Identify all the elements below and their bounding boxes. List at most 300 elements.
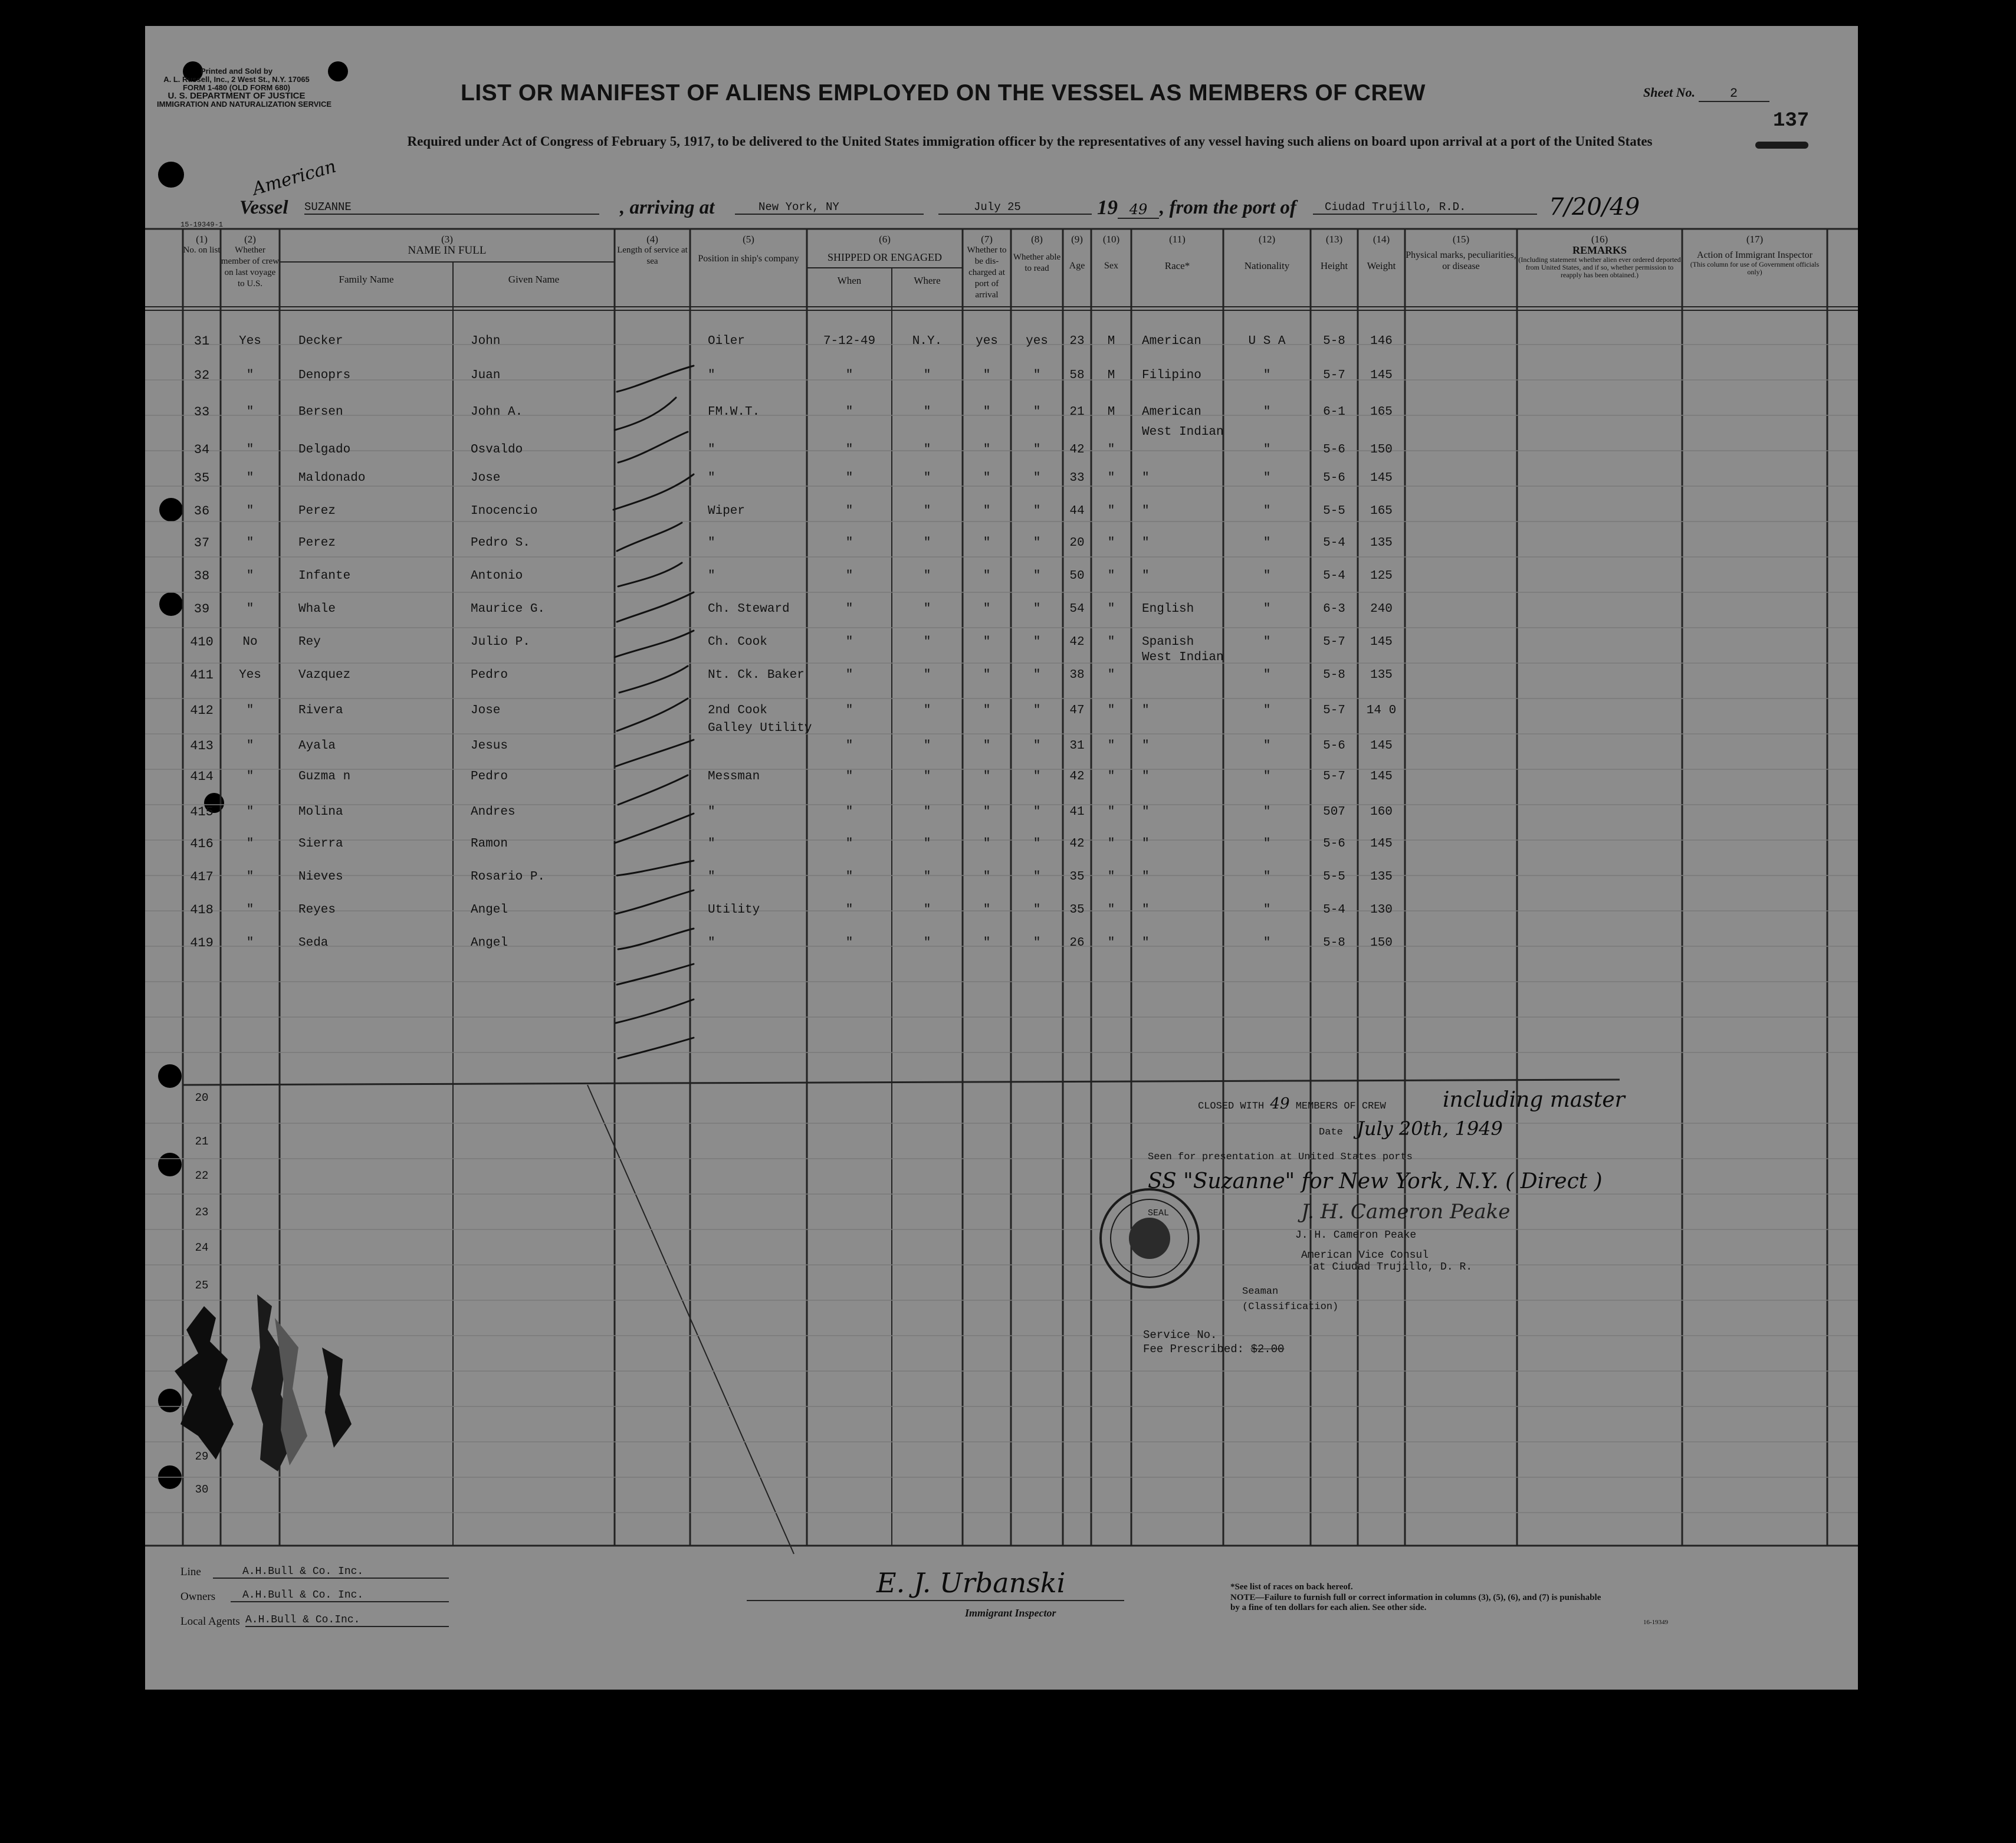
cell-given: Jesus bbox=[471, 739, 508, 753]
owners-value: A.H.Bull & Co. Inc. bbox=[231, 1589, 449, 1602]
form-number: 16-19349 bbox=[1643, 1619, 1669, 1626]
cell-where: " bbox=[923, 536, 931, 550]
cell-read: " bbox=[1033, 405, 1041, 419]
cell-height: 5-7 bbox=[1323, 369, 1345, 382]
cell-position: Ch. Cook bbox=[708, 635, 767, 649]
cell-when: " bbox=[845, 405, 853, 419]
cell-no: 417 bbox=[190, 870, 214, 884]
col-14-header bbox=[1358, 234, 1405, 271]
col-6-header bbox=[807, 234, 963, 263]
col-label: Action of Immigrant Inspector bbox=[1697, 250, 1813, 260]
col-num: (5) bbox=[743, 234, 754, 245]
eagle-icon bbox=[1129, 1218, 1170, 1259]
cell-nationality: " bbox=[1263, 903, 1271, 917]
col-label: No. on list bbox=[183, 245, 221, 255]
cell-family: Molina bbox=[298, 805, 343, 819]
races-note: *See list of races on back hereof. bbox=[1230, 1582, 1353, 1592]
cell-nationality: " bbox=[1263, 837, 1271, 851]
cell-race: " bbox=[1142, 504, 1150, 518]
cell-given: Jose bbox=[471, 704, 501, 717]
closed-prefix: CLOSED WITH bbox=[1198, 1101, 1265, 1112]
fee-value: $2.00 bbox=[1250, 1343, 1285, 1356]
cell-weight: 150 bbox=[1370, 443, 1393, 457]
cell-sex: " bbox=[1107, 739, 1115, 753]
cell-nationality: " bbox=[1263, 471, 1271, 485]
cell-race: " bbox=[1142, 569, 1150, 583]
cell-no: 418 bbox=[190, 903, 214, 917]
cell-weight: 135 bbox=[1370, 536, 1393, 550]
cell-no: 411 bbox=[190, 668, 214, 683]
cell-height: 5-6 bbox=[1323, 837, 1345, 851]
cell-no: 38 bbox=[193, 569, 210, 583]
cell-height: 5-4 bbox=[1323, 569, 1345, 583]
cell-weight: 125 bbox=[1370, 569, 1393, 583]
closed-handwritten: including master bbox=[1443, 1088, 1625, 1112]
cell-prev: " bbox=[246, 936, 254, 950]
col-label: Weight bbox=[1367, 260, 1396, 271]
blank-row-number: 25 bbox=[195, 1279, 209, 1292]
fee-label: Fee Prescribed: bbox=[1143, 1343, 1245, 1356]
cell-family: Guzma n bbox=[298, 770, 351, 783]
paper-damage bbox=[163, 1294, 363, 1483]
cell-discharged: " bbox=[983, 668, 991, 682]
cell-sex: M bbox=[1107, 405, 1115, 419]
cell-nationality: " bbox=[1263, 739, 1271, 753]
col-label: NAME IN FULL bbox=[408, 244, 487, 257]
cell-when: " bbox=[845, 569, 853, 583]
cell-read: " bbox=[1033, 903, 1041, 917]
blank-row-number: 20 bbox=[195, 1091, 209, 1104]
cell-position: " bbox=[708, 569, 715, 583]
cell-race: English bbox=[1142, 602, 1194, 616]
cell-family: Reyes bbox=[298, 903, 336, 917]
cell-sex: M bbox=[1107, 369, 1115, 382]
col-num: (16) bbox=[1591, 234, 1608, 245]
cell-nationality: " bbox=[1263, 635, 1271, 649]
cell-given: John bbox=[471, 335, 501, 348]
cell-given: Juan bbox=[471, 369, 501, 382]
cell-nationality: " bbox=[1263, 405, 1271, 419]
cell-where: " bbox=[923, 602, 931, 616]
cell-weight: 150 bbox=[1370, 936, 1393, 950]
cell-family: Nieves bbox=[298, 870, 343, 884]
cell-where: " bbox=[923, 405, 931, 419]
col-label: Age bbox=[1069, 261, 1085, 271]
cell-race: American bbox=[1142, 335, 1201, 348]
cell-where: " bbox=[923, 369, 931, 382]
cell-position: " bbox=[708, 837, 715, 851]
cell-nationality: " bbox=[1263, 805, 1271, 819]
cell-read: " bbox=[1033, 471, 1041, 485]
cell-nationality: " bbox=[1263, 443, 1271, 457]
col-12-header bbox=[1223, 234, 1311, 271]
handwritten-date: 7/20/49 bbox=[1549, 194, 1640, 221]
cell-position: Galley Utility bbox=[708, 722, 812, 735]
closed-suffix: MEMBERS OF CREW bbox=[1295, 1101, 1386, 1112]
cell-race: West Indian bbox=[1142, 651, 1224, 664]
arriving-port: New York, NY bbox=[735, 201, 924, 215]
cell-height: 5-7 bbox=[1323, 704, 1345, 717]
cell-weight: 130 bbox=[1370, 903, 1393, 917]
cell-discharged: " bbox=[983, 805, 991, 819]
cell-age: 50 bbox=[1069, 569, 1085, 583]
cell-weight: 146 bbox=[1370, 335, 1393, 348]
blank-row-number: 23 bbox=[195, 1206, 209, 1219]
cell-where: " bbox=[923, 770, 931, 783]
cell-no: 34 bbox=[193, 442, 210, 457]
cell-when: 7-12-49 bbox=[823, 335, 876, 348]
cell-weight: 145 bbox=[1370, 369, 1393, 382]
col-8-header bbox=[1011, 234, 1063, 274]
cell-when: " bbox=[845, 602, 853, 616]
cell-when: " bbox=[845, 504, 853, 518]
cell-position: " bbox=[708, 369, 715, 382]
manifest-sheet bbox=[145, 26, 1858, 1690]
footer-line-row bbox=[180, 1566, 201, 1579]
cell-discharged: " bbox=[983, 504, 991, 518]
cell-given: Pedro bbox=[471, 668, 508, 682]
service-label: Service No. bbox=[1143, 1329, 1217, 1342]
cell-position: 2nd Cook bbox=[708, 704, 767, 717]
cell-prev: " bbox=[246, 471, 254, 485]
cell-position: " bbox=[708, 870, 715, 884]
cell-discharged: " bbox=[983, 903, 991, 917]
cell-read: " bbox=[1033, 602, 1041, 616]
col-num: (15) bbox=[1452, 234, 1470, 245]
cell-discharged: " bbox=[983, 443, 991, 457]
cell-sex: " bbox=[1107, 936, 1115, 950]
cell-sex: " bbox=[1107, 443, 1115, 457]
col-16-header bbox=[1517, 234, 1682, 279]
inspector-rule bbox=[747, 1600, 1124, 1601]
cell-prev: " bbox=[246, 569, 254, 583]
line-value: A.H.Bull & Co. Inc. bbox=[213, 1566, 449, 1579]
cell-sex: M bbox=[1107, 335, 1115, 348]
cell-when: " bbox=[845, 805, 853, 819]
page-title: LIST OR MANIFEST OF ALIENS EMPLOYED ON THE VESSEL AS MEMBERS OF CREW bbox=[461, 80, 1426, 106]
col-num: (17) bbox=[1746, 234, 1764, 245]
cell-sex: " bbox=[1107, 635, 1115, 649]
col-label: Physical marks, peculiarities, or disease bbox=[1406, 250, 1516, 271]
cell-read: " bbox=[1033, 739, 1041, 753]
col-3-header bbox=[280, 234, 615, 256]
cell-discharged: " bbox=[983, 837, 991, 851]
col-num: (11) bbox=[1169, 234, 1186, 245]
col-num: (4) bbox=[646, 234, 658, 245]
col-2-header bbox=[221, 234, 280, 290]
cell-nationality: " bbox=[1263, 602, 1271, 616]
cell-age: 21 bbox=[1069, 405, 1085, 419]
cell-weight: 145 bbox=[1370, 837, 1393, 851]
cell-prev: " bbox=[246, 903, 254, 917]
cell-given: Andres bbox=[471, 805, 516, 819]
inspector-signature: E. J. Urbanski bbox=[876, 1567, 1066, 1599]
cell-height: 5-6 bbox=[1323, 471, 1345, 485]
cell-where: " bbox=[923, 936, 931, 950]
cell-race: " bbox=[1142, 870, 1150, 884]
col-num: (7) bbox=[981, 234, 993, 245]
cell-no: 37 bbox=[193, 536, 210, 550]
closed-line bbox=[1198, 1095, 1386, 1113]
cell-where: " bbox=[923, 668, 931, 682]
col-10-header bbox=[1091, 234, 1131, 271]
cell-age: 47 bbox=[1069, 704, 1085, 717]
cell-position: Wiper bbox=[708, 504, 746, 518]
penalty-note: NOTE—Failure to furnish full or correct information in columns (3), (5), (6), and (7) is punishable by a fine of ten dollars for each alien. See other side. bbox=[1230, 1593, 1601, 1612]
cell-discharged: " bbox=[983, 635, 991, 649]
col-label: Whether able to read bbox=[1013, 252, 1061, 273]
cell-read: " bbox=[1033, 770, 1041, 783]
cell-where: " bbox=[923, 471, 931, 485]
col-3-family-header: Family Name bbox=[339, 274, 394, 285]
cell-when: " bbox=[845, 770, 853, 783]
sheet-number: 2 bbox=[1699, 86, 1769, 102]
cell-no: 419 bbox=[190, 936, 214, 950]
cell-prev: " bbox=[246, 504, 254, 518]
cell-sex: " bbox=[1107, 770, 1115, 783]
cell-family: Sierra bbox=[298, 837, 343, 851]
cell-read: " bbox=[1033, 504, 1041, 518]
cell-nationality: U S A bbox=[1248, 335, 1286, 348]
year-prefix: 19 bbox=[1097, 196, 1118, 219]
cell-no: 412 bbox=[190, 703, 214, 718]
cell-race: " bbox=[1142, 770, 1150, 783]
cell-race: " bbox=[1142, 805, 1150, 819]
cell-given: Rosario P. bbox=[471, 870, 546, 884]
col-7-header bbox=[963, 234, 1011, 301]
cell-family: Rivera bbox=[298, 704, 343, 717]
cell-discharged: " bbox=[983, 471, 991, 485]
cell-age: 23 bbox=[1069, 335, 1085, 348]
cell-weight: 145 bbox=[1370, 770, 1393, 783]
sheet-label: Sheet No. bbox=[1643, 85, 1695, 100]
col-num: (1) bbox=[196, 234, 208, 245]
cell-prev: " bbox=[246, 443, 254, 457]
cell-no: 416 bbox=[190, 837, 214, 851]
cell-given: Maurice G. bbox=[471, 602, 546, 616]
blank-row-number: 24 bbox=[195, 1241, 209, 1254]
cell-height: 5-7 bbox=[1323, 635, 1345, 649]
col-label: Height bbox=[1320, 260, 1348, 271]
cell-nationality: " bbox=[1263, 870, 1271, 884]
seen-handwritten: SS "Suzanne" for New York, N.Y. ( Direct ) bbox=[1148, 1169, 1603, 1193]
fee-line bbox=[1143, 1343, 1284, 1356]
cell-sex: " bbox=[1107, 569, 1115, 583]
cell-age: 44 bbox=[1069, 504, 1085, 518]
cell-race: " bbox=[1142, 471, 1150, 485]
col-label: SHIPPED OR ENGAGED bbox=[827, 251, 942, 263]
cell-read: " bbox=[1033, 443, 1041, 457]
vessel-name: SUZANNE bbox=[304, 201, 599, 215]
signer-title: American Vice Consul bbox=[1301, 1250, 1429, 1261]
cell-sex: " bbox=[1107, 704, 1115, 717]
cell-position: Utility bbox=[708, 903, 760, 917]
from-port: Ciudad Trujillo, R.D. bbox=[1313, 201, 1537, 215]
cell-no: 33 bbox=[193, 405, 210, 419]
cell-read: " bbox=[1033, 569, 1041, 583]
cell-family: Infante bbox=[298, 569, 351, 583]
cell-race: Spanish bbox=[1142, 635, 1194, 649]
cell-age: 35 bbox=[1069, 870, 1085, 884]
vessel-label: Vessel bbox=[239, 197, 288, 218]
cell-weight: 135 bbox=[1370, 870, 1393, 884]
cell-read: " bbox=[1033, 668, 1041, 682]
cell-sex: " bbox=[1107, 837, 1115, 851]
cell-prev: " bbox=[246, 704, 254, 717]
col-9-header bbox=[1063, 234, 1091, 271]
cell-when: " bbox=[845, 536, 853, 550]
cell-age: 42 bbox=[1069, 443, 1085, 457]
cell-position: " bbox=[708, 805, 715, 819]
cell-when: " bbox=[845, 936, 853, 950]
col-num: (6) bbox=[879, 234, 891, 245]
cell-race: " bbox=[1142, 739, 1150, 753]
cell-age: 41 bbox=[1069, 805, 1085, 819]
cell-when: " bbox=[845, 369, 853, 382]
cell-read: yes bbox=[1026, 335, 1048, 348]
cell-age: 58 bbox=[1069, 369, 1085, 382]
col-num: (12) bbox=[1258, 234, 1276, 245]
cell-no: 415 bbox=[190, 805, 214, 819]
cell-discharged: " bbox=[983, 936, 991, 950]
cell-given: Julio P. bbox=[471, 635, 530, 649]
cell-position: Oiler bbox=[708, 335, 746, 348]
cell-where: " bbox=[923, 903, 931, 917]
cell-sex: " bbox=[1107, 805, 1115, 819]
cell-age: 42 bbox=[1069, 837, 1085, 851]
classification-label: (Classification) bbox=[1242, 1301, 1339, 1313]
cell-position: " bbox=[708, 443, 715, 457]
col-note: (Including statement whether alien ever ordered deported from United States, and if so, whether permission to reapply has been obtained.) bbox=[1518, 255, 1681, 279]
col-num: (14) bbox=[1373, 234, 1390, 245]
cell-prev: " bbox=[246, 602, 254, 616]
cell-when: " bbox=[845, 837, 853, 851]
cell-prev: No bbox=[242, 635, 258, 649]
cell-family: Perez bbox=[298, 504, 336, 518]
col-num: (9) bbox=[1071, 234, 1083, 245]
cell-sex: " bbox=[1107, 903, 1115, 917]
cell-where: " bbox=[923, 704, 931, 717]
cell-position: " bbox=[708, 471, 715, 485]
printer-line: U. S. DEPARTMENT OF JUSTICE bbox=[168, 91, 306, 101]
agents-label: Local Agents bbox=[180, 1615, 240, 1628]
cell-family: Vazquez bbox=[298, 668, 351, 682]
cell-race: " bbox=[1142, 903, 1150, 917]
cell-discharged: " bbox=[983, 602, 991, 616]
agents-value: A.H.Bull & Co.Inc. bbox=[245, 1614, 449, 1627]
cell-height: 5-7 bbox=[1323, 770, 1345, 783]
col-15-header bbox=[1405, 234, 1517, 272]
col-11-header bbox=[1131, 234, 1223, 271]
cell-read: " bbox=[1033, 369, 1041, 382]
cell-when: " bbox=[845, 635, 853, 649]
col-5-header bbox=[690, 234, 807, 264]
cell-age: 42 bbox=[1069, 770, 1085, 783]
cell-position: Nt. Ck. Baker bbox=[708, 668, 805, 682]
cell-age: 33 bbox=[1069, 471, 1085, 485]
cell-weight: 14 0 bbox=[1366, 704, 1397, 717]
cell-where: " bbox=[923, 569, 931, 583]
cell-height: 5-5 bbox=[1323, 504, 1345, 518]
signer-name: J. H. Cameron Peake bbox=[1295, 1229, 1417, 1241]
cell-height: 507 bbox=[1323, 805, 1345, 819]
col-label: Position in ship's company bbox=[698, 254, 799, 264]
cell-sex: " bbox=[1107, 602, 1115, 616]
cell-given: Angel bbox=[471, 903, 508, 917]
cell-position: FM.W.T. bbox=[708, 405, 760, 419]
cell-race: American bbox=[1142, 405, 1201, 419]
cell-age: 26 bbox=[1069, 936, 1085, 950]
seaman-label: Seaman bbox=[1242, 1286, 1279, 1297]
cell-family: Bersen bbox=[298, 405, 343, 419]
col-4-header bbox=[615, 234, 690, 267]
cell-nationality: " bbox=[1263, 936, 1271, 950]
owners-label: Owners bbox=[180, 1591, 216, 1603]
year-suffix: 49 bbox=[1118, 201, 1159, 219]
cell-when: " bbox=[845, 704, 853, 717]
cell-where: " bbox=[923, 739, 931, 753]
cell-no: 32 bbox=[193, 368, 210, 383]
cell-position: Ch. Steward bbox=[708, 602, 790, 616]
cell-race: Filipino bbox=[1142, 369, 1201, 382]
cell-when: " bbox=[845, 443, 853, 457]
cell-family: Ayala bbox=[298, 739, 336, 753]
cell-race: " bbox=[1142, 536, 1150, 550]
cell-weight: 135 bbox=[1370, 668, 1393, 682]
cell-sex: " bbox=[1107, 504, 1115, 518]
col-1-header bbox=[183, 234, 221, 256]
cell-read: " bbox=[1033, 936, 1041, 950]
cell-prev: " bbox=[246, 770, 254, 783]
cell-when: " bbox=[845, 903, 853, 917]
cell-race: " bbox=[1142, 704, 1150, 717]
cell-race: " bbox=[1142, 837, 1150, 851]
printer-line: IMMIGRATION AND NATURALIZATION SERVICE bbox=[157, 100, 332, 109]
cell-height: 6-1 bbox=[1323, 405, 1345, 419]
cell-where: " bbox=[923, 805, 931, 819]
cell-height: 5-8 bbox=[1323, 335, 1345, 348]
cell-height: 5-4 bbox=[1323, 536, 1345, 550]
cell-weight: 145 bbox=[1370, 471, 1393, 485]
blank-row-number: 29 bbox=[195, 1450, 209, 1463]
cell-sex: " bbox=[1107, 870, 1115, 884]
cell-where: " bbox=[923, 870, 931, 884]
cell-age: 54 bbox=[1069, 602, 1085, 616]
cell-no: 35 bbox=[193, 471, 210, 486]
cell-nationality: " bbox=[1263, 536, 1271, 550]
cell-discharged: " bbox=[983, 369, 991, 382]
cell-discharged: " bbox=[983, 739, 991, 753]
seal-label: SEAL bbox=[1148, 1208, 1170, 1218]
cell-given: Antonio bbox=[471, 569, 523, 583]
col-3-given-header: Given Name bbox=[508, 274, 560, 285]
cell-given: Pedro S. bbox=[471, 536, 530, 550]
cell-height: 5-8 bbox=[1323, 668, 1345, 682]
col-label: Length of service at sea bbox=[617, 245, 688, 266]
cell-no: 410 bbox=[190, 635, 214, 650]
line-label: Line bbox=[180, 1566, 201, 1578]
cell-height: 5-5 bbox=[1323, 870, 1345, 884]
cell-no: 413 bbox=[190, 739, 214, 753]
col-13-header bbox=[1311, 234, 1358, 271]
cell-where: N.Y. bbox=[912, 335, 943, 348]
cell-age: 35 bbox=[1069, 903, 1085, 917]
cell-given: Inocencio bbox=[471, 504, 538, 518]
consular-seal bbox=[1099, 1188, 1200, 1288]
cell-prev: " bbox=[246, 369, 254, 382]
col-6-where-header: Where bbox=[914, 275, 941, 286]
cell-when: " bbox=[845, 668, 853, 682]
